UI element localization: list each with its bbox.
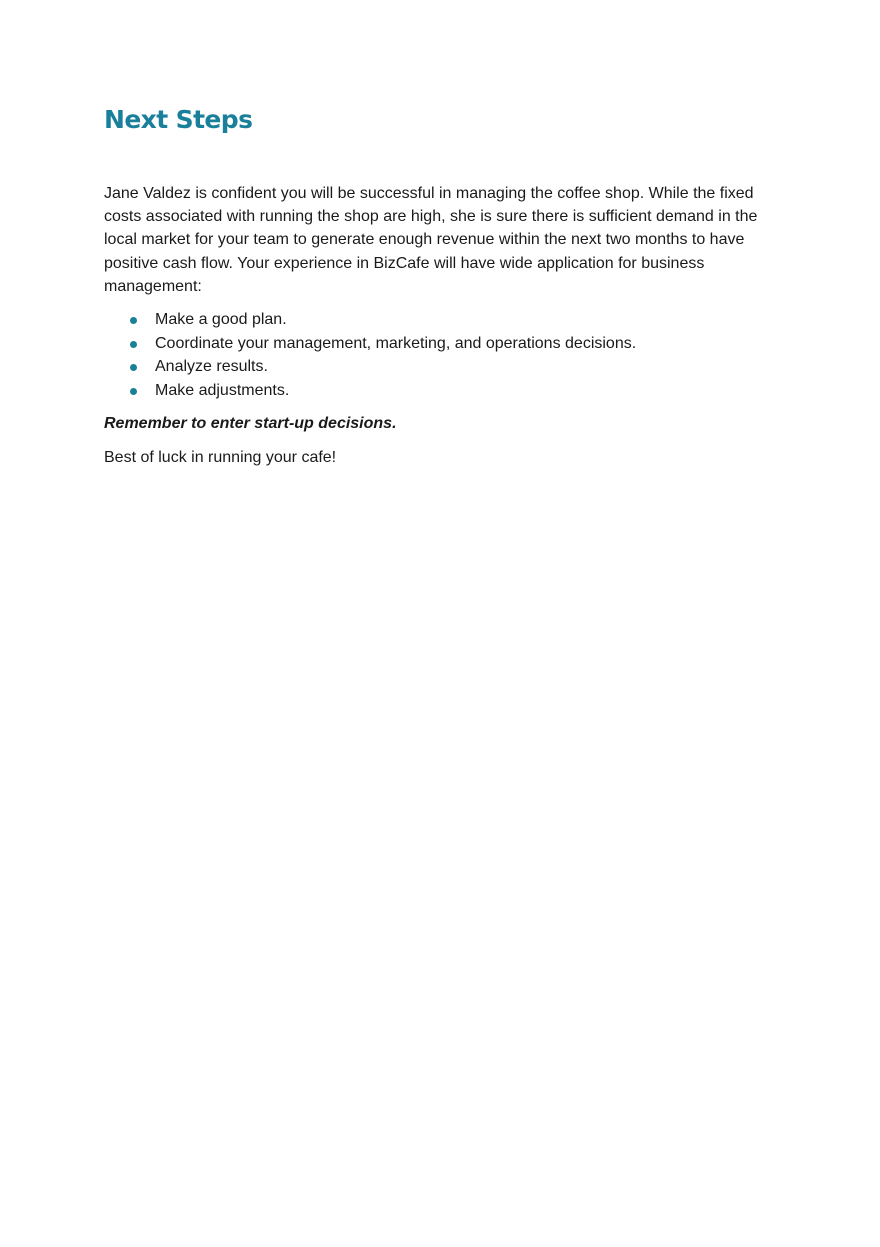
steps-list [104,308,764,402]
reminder-note: Remember to enter start-up decisions. [104,415,397,433]
list-item [104,332,764,356]
list-item-text: Make a good plan. [155,311,287,329]
intro-paragraph: Jane Valdez is confident you will be successful in managing the coffee shop. While the fixed costs associated with running the shop are high, she is sure there is sufficient demand in the local market for your team to generate enough revenue within the next two months to have positive cash flow. Your experience in BizCafe will have wide application for business management: [104,185,758,295]
list-item [104,308,764,332]
list-item [104,355,764,379]
page-title: Next Steps [104,105,253,134]
closing-line: Best of luck in running your cafe! [104,449,337,467]
bullet-icon [130,364,137,371]
bullet-icon [130,317,137,324]
list-item-text: Analyze results. [155,358,268,376]
document-body [104,182,764,469]
list-item [104,379,764,403]
list-item-text: Make adjustments. [155,381,290,399]
list-item-text: Coordinate your management, marketing, and operations decisions. [155,334,637,352]
bullet-icon [130,341,137,348]
bullet-icon [130,388,137,395]
